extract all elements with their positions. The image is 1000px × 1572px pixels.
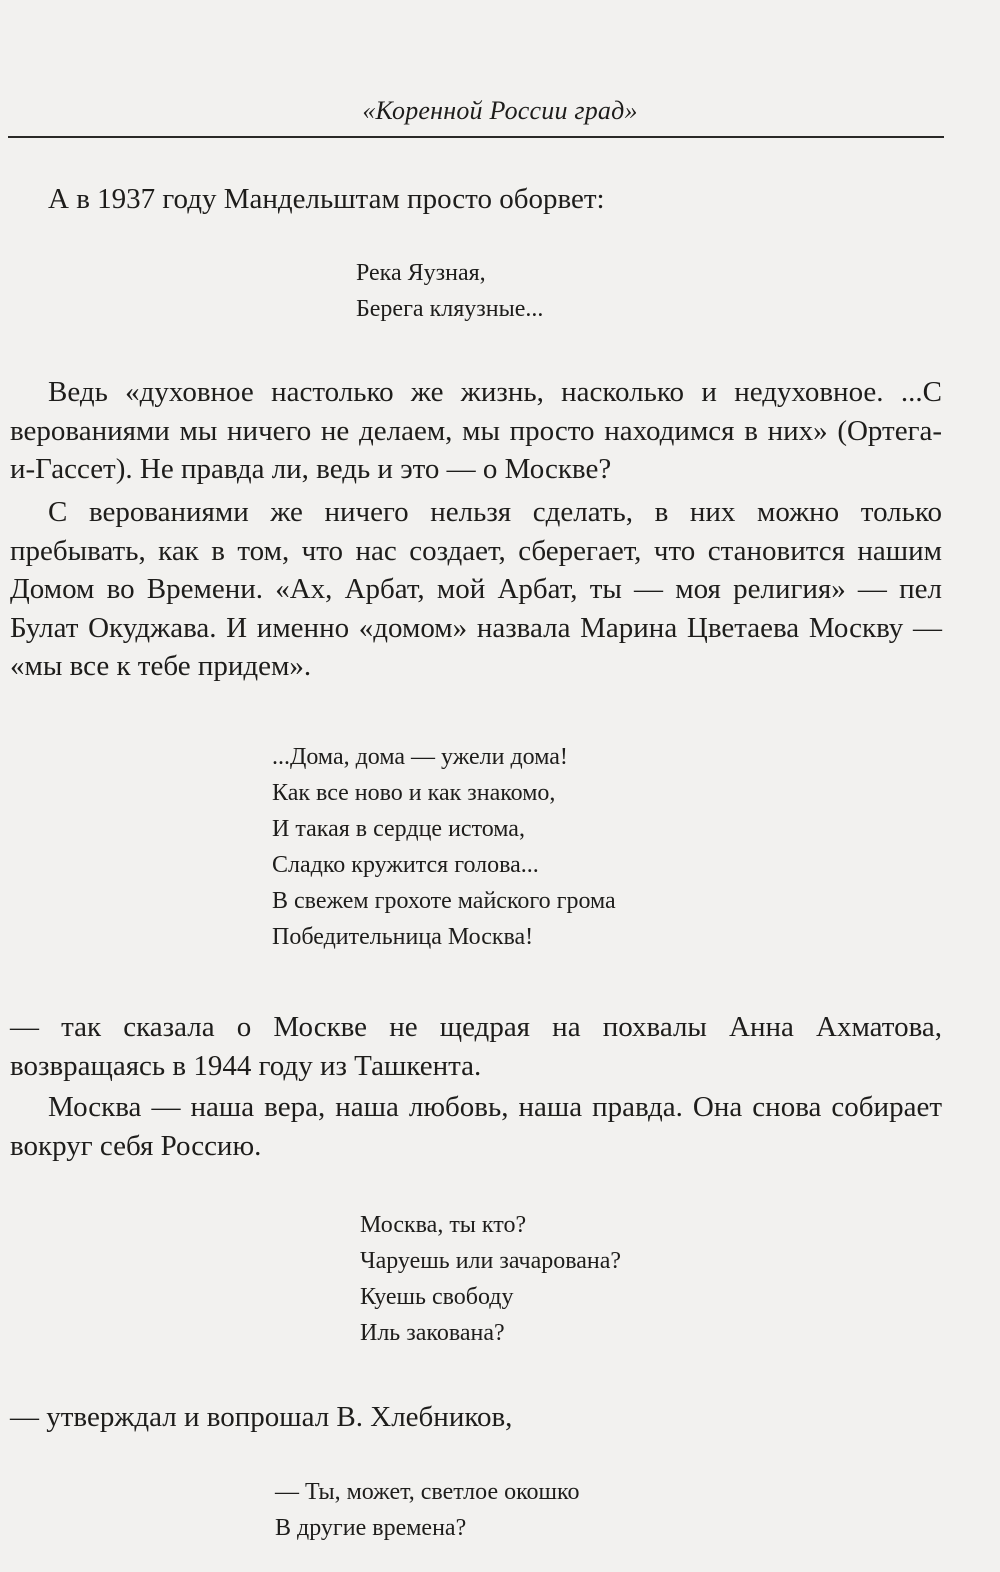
verse-line: Победительница Москва! [272, 924, 534, 950]
verse-akhmatova [272, 739, 616, 955]
paragraph-1: А в 1937 году Мандельштам просто оборвет: [48, 183, 605, 215]
verse-line: Иль закована? [360, 1320, 505, 1346]
running-head: «Коренной России град» [362, 96, 638, 125]
paragraph-6: — утверждал и вопрошал В. Хлебников, [10, 1401, 513, 1433]
verse-line: Как все ново и как знакомо, [272, 780, 556, 806]
verse-mandelstam [356, 255, 543, 327]
verse-line: ...Дома, дома — ужели дома! [272, 744, 568, 770]
paragraph-4: — так сказала о Москве не щедрая на похвалы Анна Ахматова, возвращаясь в 1944 году из Ташкента. [10, 1011, 942, 1082]
header-rule [8, 136, 944, 138]
paragraph-3: С верованиями же ничего нельзя сделать, в них можно только пребывать, как в том, что нас создает, сберегает, что становится нашим Домом во Времени. «Ах, Арбат, мой Арбат, ты — моя религия» — пел Булат Окуджава. И именно «домом» назвала Марина Цветаева Москву — «мы все к тебе придем». [10, 496, 942, 682]
verse-line: В свежем грохоте майского грома [272, 888, 616, 914]
verse-khlebnikov [360, 1207, 621, 1351]
verse-line: Куешь свободу [360, 1284, 514, 1310]
verse-line: Москва, ты кто? [360, 1212, 527, 1238]
verse-line: И такая в сердце истома, [272, 816, 525, 842]
verse-final [275, 1474, 579, 1546]
verse-line: Берега кляузные... [356, 296, 544, 322]
verse-line: Сладко кружится голова... [272, 852, 539, 878]
paragraph-5: Москва — наша вера, наша любовь, наша правда. Она снова собирает вокруг себя Россию. [10, 1091, 942, 1162]
verse-line: — Ты, может, светлое окошко [275, 1479, 580, 1505]
verse-line: В другие времена? [275, 1515, 467, 1541]
verse-line: Чаруешь или зачарована? [360, 1248, 622, 1274]
paragraph-2: Ведь «духовное настолько же жизнь, насколько и недуховное. ...С верованиями мы ничего не делаем, мы просто находимся в них» (Ортега-и-Гассет). Не правда ли, ведь и это — о Москве? [10, 376, 942, 485]
verse-line: Река Яузная, [356, 260, 486, 286]
